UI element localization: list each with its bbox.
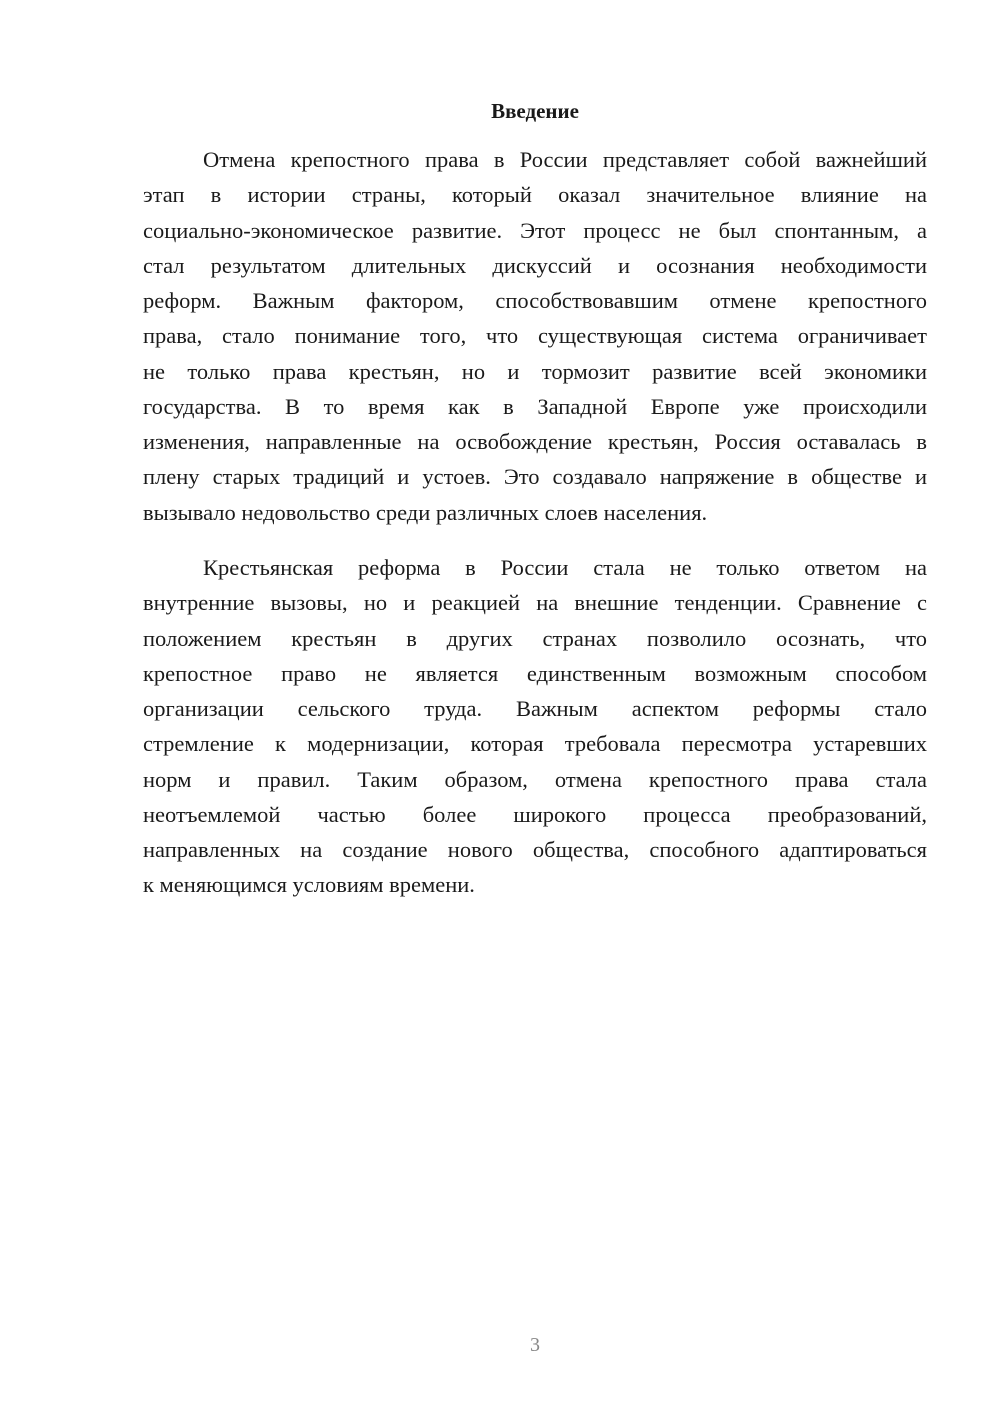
text-line: стал результатом длительных дискуссий и осознания необходимости — [143, 252, 927, 278]
paragraph-2 — [143, 550, 927, 903]
text-line: Крестьянская реформа в России стала не только ответом на — [203, 555, 927, 580]
text-line: изменения, направленные на освобождение крестьян, Россия оставалась в — [143, 429, 927, 454]
text-line: плену старых традиций и устоев. Это создавало напряжение в обществе и — [143, 464, 927, 490]
text-line: этап в истории страны, который оказал значительное влияние на — [143, 182, 927, 208]
section-heading: Введение — [491, 99, 579, 123]
paragraph-1 — [143, 142, 927, 530]
text-line: реформ. Важным фактором, способствовавшим отмене крепостного — [143, 288, 927, 313]
text-line: Отмена крепостного права в России представляет собой важнейший — [203, 147, 927, 172]
text-line: к меняющимся условиям времени. — [143, 872, 475, 898]
text-line: права, стало понимание того, что существующая система ограничивает — [143, 323, 927, 349]
text-line: стремление к модернизации, которая требовала пересмотра устаревших — [143, 731, 927, 757]
text-line: государства. В то время как в Западной Европе уже происходили — [143, 393, 927, 419]
text-line: социально-экономическое развитие. Этот процесс не был спонтанным, а — [143, 217, 927, 243]
text-line: организации сельского труда. Важным аспектом реформы стало — [143, 696, 927, 721]
text-line: неотъемлемой частью более широкого процесса преобразований, — [143, 801, 927, 827]
text-line: вызывало недовольство среди различных слоев населения. — [143, 499, 708, 525]
page-number: 3 — [530, 1334, 540, 1356]
text-line: направленных на создание нового общества, способного адаптироваться — [143, 837, 927, 862]
text-line: не только права крестьян, но и тормозит развитие всей экономики — [143, 358, 927, 384]
text-line: норм и правил. Таким образом, отмена крепостного права стала — [143, 766, 927, 792]
text-line: внутренние вызовы, но и реакцией на внешние тенденции. Сравнение с — [143, 590, 927, 616]
text-line: положением крестьян в других странах позволило осознать, что — [143, 625, 927, 651]
text-line: крепостное право не является единственным возможным способом — [143, 660, 927, 686]
